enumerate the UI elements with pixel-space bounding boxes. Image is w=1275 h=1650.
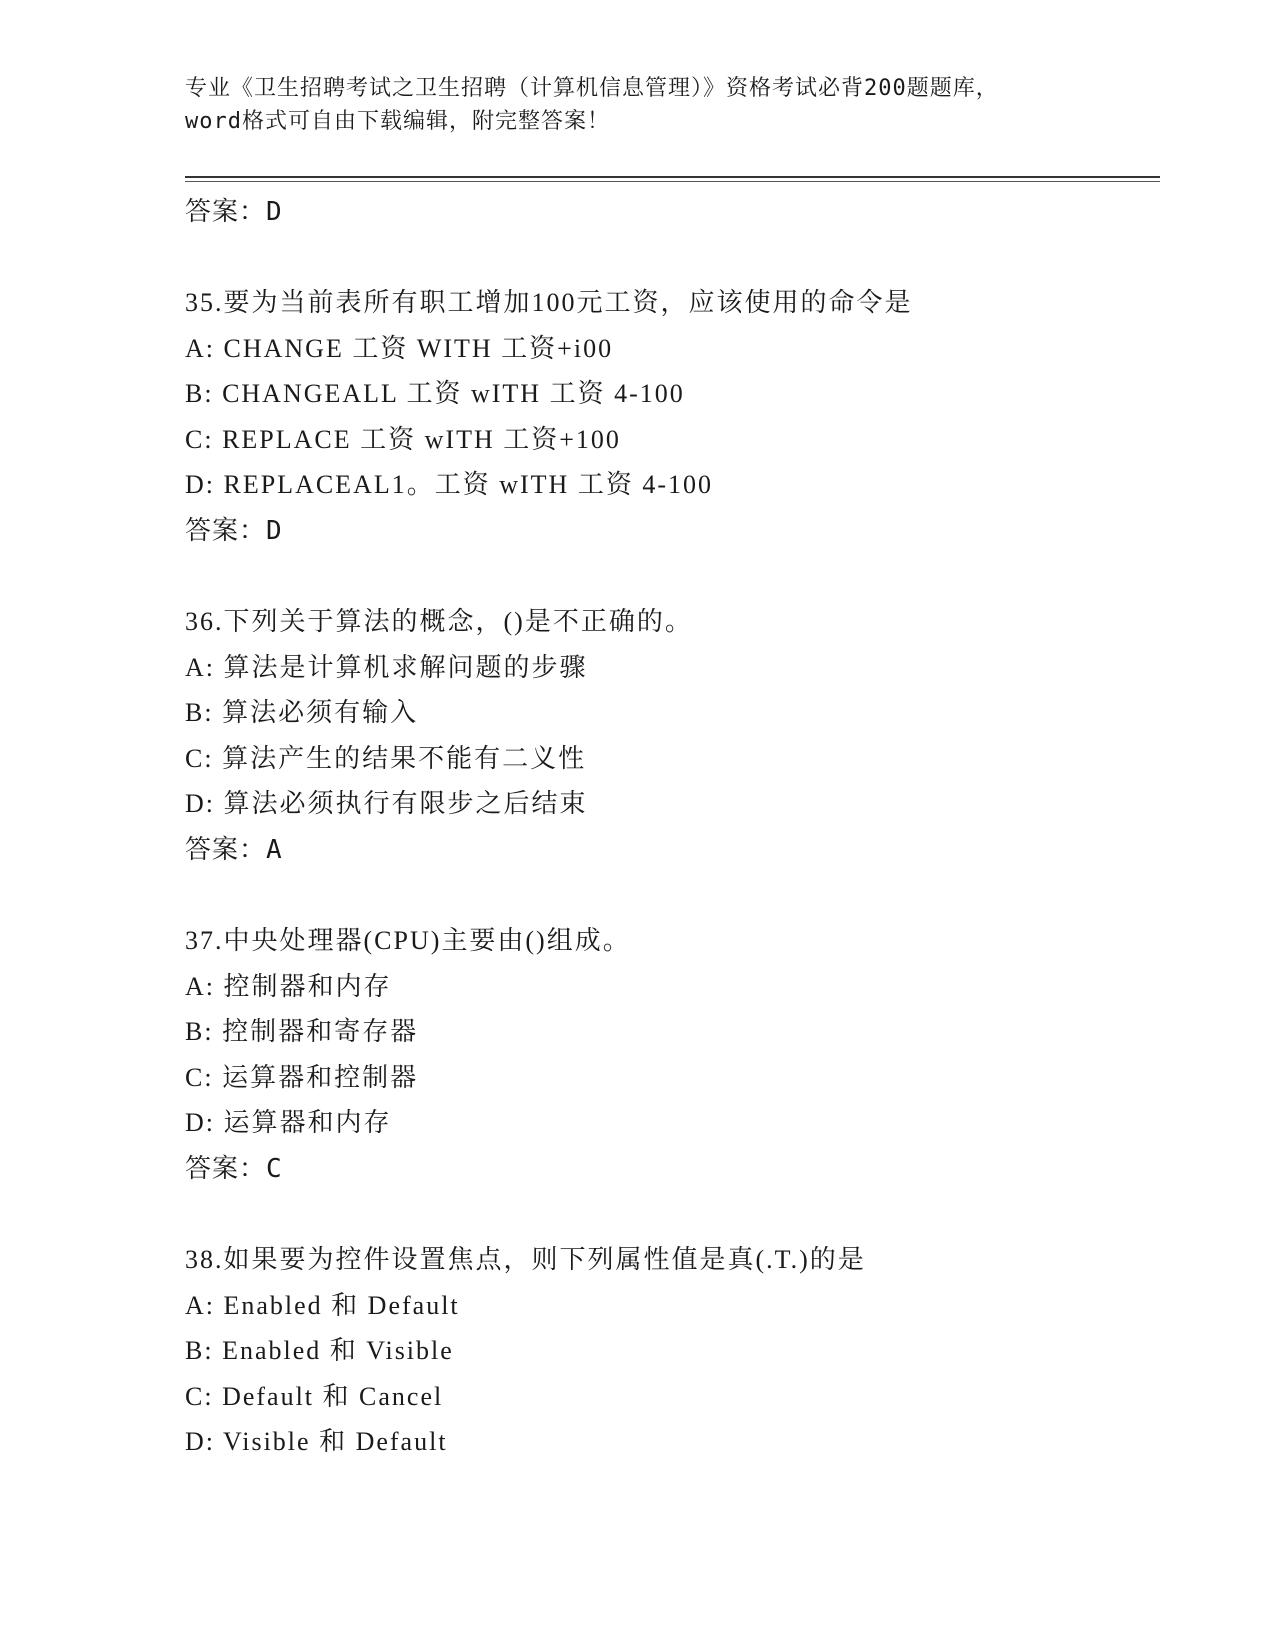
question-text: 38.如果要为控件设置焦点，则下列属性值是真(.T.)的是 [185,1244,866,1274]
header-rule-thick [185,176,1160,178]
option-c: C: 算法产生的结果不能有二义性 [185,743,587,773]
question-block [185,918,1160,1192]
document-header [185,72,1085,138]
option-a: A: 控制器和内存 [185,971,392,1001]
question-block [185,599,1160,873]
question-text: 37.中央处理器(CPU)主要由()组成。 [185,925,631,955]
option-d: D: 算法必须执行有限步之后结束 [185,789,588,819]
question-block [185,1237,1160,1465]
answer-line: 答案：C [185,1153,283,1184]
question-text: 36.下列关于算法的概念，()是不正确的。 [185,606,693,636]
option-b: B: CHANGEALL 工资 wITH 工资 4-100 [185,379,685,409]
option-a: A: Enabled 和 Default [185,1290,460,1320]
option-a: A: CHANGE 工资 WITH 工资+i00 [185,333,614,363]
option-b: B: Enabled 和 Visible [185,1336,454,1366]
option-d: D: Visible 和 Default [185,1427,448,1457]
header-line-2: word格式可自由下载编辑，附完整答案！ [185,109,610,134]
option-d: D: 运算器和内存 [185,1108,392,1138]
answer-line: 答案：D [185,515,283,546]
option-a: A: 算法是计算机求解问题的步骤 [185,652,588,682]
option-c: C: 运算器和控制器 [185,1062,419,1092]
document-body [185,189,1160,1465]
answer-line: 答案：A [185,834,283,865]
option-b: B: 算法必须有输入 [185,698,419,728]
header-line-1: 专业《卫生招聘考试之卫生招聘（计算机信息管理）》资格考试必背200题题库， [185,76,999,101]
option-c: C: REPLACE 工资 wITH 工资+100 [185,424,621,454]
option-d: D: REPLACEAL1。工资 wITH 工资 4-100 [185,470,713,500]
answer-line: 答案：D [185,197,283,227]
question-text: 35.要为当前表所有职工增加100元工资，应该使用的命令是 [185,288,913,317]
option-c: C: Default 和 Cancel [185,1381,444,1411]
question-block [185,280,1160,554]
header-rule-thin [185,181,1160,182]
option-b: B: 控制器和寄存器 [185,1017,419,1047]
